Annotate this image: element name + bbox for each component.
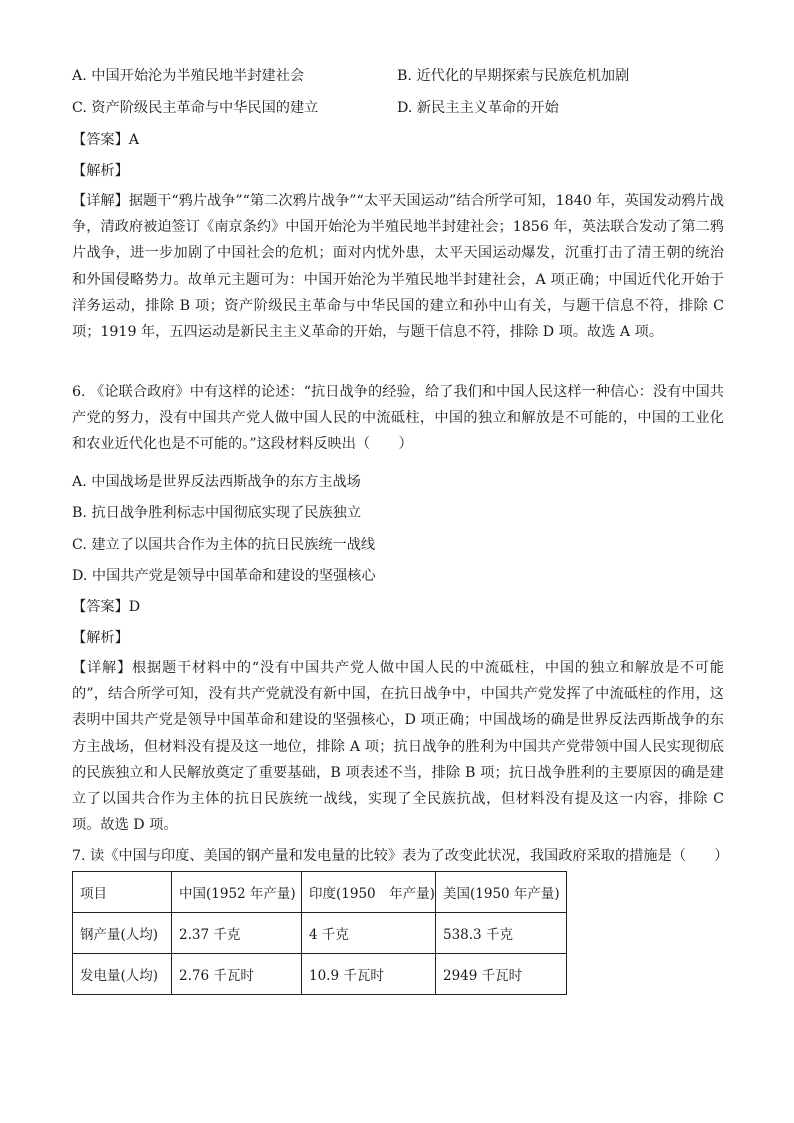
q6-option-c: C. 建立了以国共合作为主体的抗日民族统一战线	[72, 537, 376, 553]
table-row	[73, 954, 567, 995]
q6-detail: 【详解】根据题干材料中的“没有中国共产党人做中国人民的中流砥柱，中国的独立和解放是不可能的”，结合所学可知，没有共产党就没有新中国，在抗日战争中，中国共产党发挥了中流砥柱的作用，这表明中国共产党是领导中国革命和建设的坚强核心，D 项正确；中国战场的确是世界反法西斯战争的东方主战场，但材料没有提及这一地位，排除 A 项；抗日战争的胜利为中国共产党带领中国人民实现彻底的民族独立和人民解放奠定了重要基础，B 项表述不当，排除 B 项；抗日战争胜利的主要原因的确是建立了以国共合作为主体的抗日民族统一战线，实现了全民族抗战，但材料没有提及这一内容，排除 C 项。故选 D 项。	[72, 660, 724, 834]
table-cell: 钢产量(人均)	[73, 913, 172, 954]
q6-option-a: A. 中国战场是世界反法西斯战争的东方主战场	[72, 474, 361, 490]
q5-option-d: D. 新民主主义革命的开始	[397, 100, 559, 116]
table-header-cell: 印度(1950 年产量)	[302, 872, 436, 913]
table-cell: 发电量(人均)	[73, 954, 172, 995]
q5-option-a: A. 中国开始沦为半殖民地半封建社会	[72, 68, 305, 84]
q7-stem: 7. 读《中国与印度、美国的钢产量和发电量的比较》表为了改变此状况，我国政府采取的措施是（ ）	[72, 848, 729, 864]
q5-detail: 【详解】据题干“鸦片战争”“第二次鸦片战争”“太平天国运动”结合所学可知，1840 年，英国发动鸦片战争，清政府被迫签订《南京条约》中国开始沦为半殖民地半封建社会；1856 年，英法联合发动了第二鸦片战争，进一步加剧了中国社会的危机；面对内忧外患，太平天国运动爆发，沉重打击了清王朝的统治和外国侵略势力。故单元主题可为：中国开始沦为半殖民地半封建社会，A 项正确；中国近代化开始于洋务运动，排除 B 项；资产阶级民主革命与中华民国的建立和孙中山有关，与题干信息不符，排除 C 项；1919 年，五四运动是新民主主义革命的开始，与题干信息不符，排除 D 项。故选 A 项。	[72, 193, 724, 341]
table-cell: 4 千克	[302, 913, 436, 954]
table-row	[73, 913, 567, 954]
table-cell: 2.37 千克	[172, 913, 302, 954]
q5-analysis-label: 【解析】	[72, 163, 129, 179]
table-cell: 538.3 千克	[436, 913, 567, 954]
q5-option-b: B. 近代化的早期探索与民族危机加剧	[397, 68, 630, 84]
q5-option-c: C. 资产阶级民主革命与中华民国的建立	[72, 100, 319, 116]
comparison-table	[72, 871, 567, 995]
q6-analysis-label: 【解析】	[72, 630, 129, 646]
q5-answer: 【答案】A	[72, 132, 139, 148]
table-header-row	[73, 872, 567, 913]
table-header-cell: 美国(1950 年产量)	[436, 872, 567, 913]
q6-stem: 6. 《论联合政府》中有这样的论述：“抗日战争的经验，给了我们和中国人民这样一种信心：没有中国共产党的努力，没有中国共产党人做中国人民的中流砥柱，中国的独立和解放是不可能的，中国的工业化和农业近代化也是不可能的。”这段材料反映出（ ）	[72, 384, 724, 453]
table-cell: 2.76 千瓦时	[172, 954, 302, 995]
table-header-cell: 项目	[73, 872, 172, 913]
table-cell: 10.9 千瓦时	[302, 954, 436, 995]
q6-answer: 【答案】D	[72, 599, 141, 615]
table-header-cell: 中国(1952 年产量)	[172, 872, 302, 913]
q6-option-d: D. 中国共产党是领导中国革命和建设的坚强核心	[72, 568, 376, 584]
q6-option-b: B. 抗日战争胜利标志中国彻底实现了民族独立	[72, 505, 362, 521]
table-cell: 2949 千瓦时	[436, 954, 567, 995]
